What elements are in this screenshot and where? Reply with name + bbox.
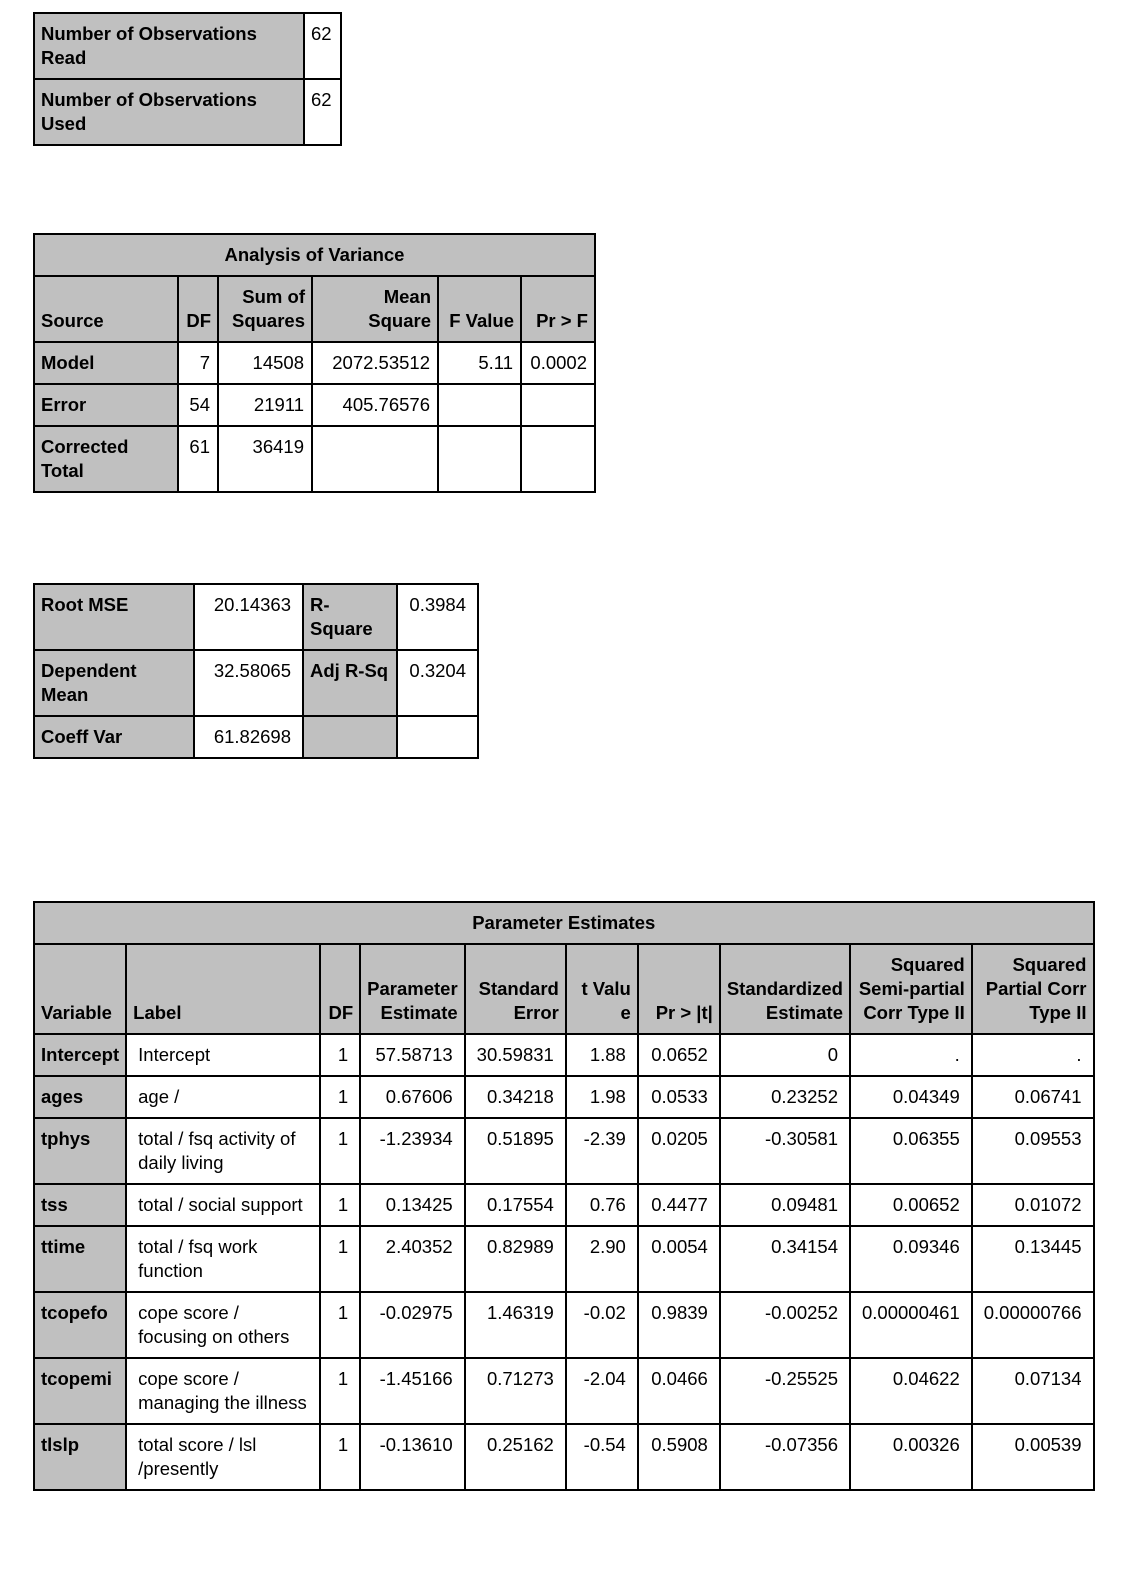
col-standard-error-header: Standard Error	[465, 944, 566, 1034]
fit-statistics-table	[33, 583, 479, 759]
cell-sum-of-squares: 14508	[218, 342, 312, 384]
cell-estimate: 0.67606	[360, 1076, 465, 1118]
col-standardized-estimate-header: Standardized Estimate	[720, 944, 850, 1034]
cell-stderr: 0.34218	[465, 1076, 566, 1118]
cell-df: 1	[320, 1358, 360, 1424]
table-row	[34, 1424, 1094, 1490]
table-header-row	[34, 944, 1094, 1034]
row-label: Corrected Total	[34, 426, 178, 492]
cell-sum-of-squares: 21911	[218, 384, 312, 426]
col-df-header: DF	[320, 944, 360, 1034]
col-df-header: DF	[178, 276, 218, 342]
obs-used-label: Number of Observations Used	[34, 79, 304, 145]
r-square-value: 0.3984	[397, 584, 478, 650]
row-label: tlslp	[34, 1424, 126, 1490]
cell-sq-partial: 0.13445	[972, 1226, 1094, 1292]
col-label-header: Label	[126, 944, 320, 1034]
cell-label: age /	[126, 1076, 320, 1118]
cell-std-estimate: 0	[720, 1034, 850, 1076]
cell-df: 54	[178, 384, 218, 426]
dependent-mean-label: Dependent Mean	[34, 650, 194, 716]
cell-pr-t: 0.0466	[638, 1358, 720, 1424]
table-row	[34, 1226, 1094, 1292]
col-mean-square-header: Mean Square	[312, 276, 438, 342]
dependent-mean-value: 32.58065	[194, 650, 303, 716]
cell-stderr: 30.59831	[465, 1034, 566, 1076]
cell-pr-f	[521, 384, 595, 426]
cell-df: 1	[320, 1424, 360, 1490]
r-square-label: R-Square	[303, 584, 397, 650]
table-row	[34, 79, 341, 145]
cell-std-estimate: -0.25525	[720, 1358, 850, 1424]
col-source-header: Source	[34, 276, 178, 342]
table-row	[34, 1034, 1094, 1076]
col-sum-of-squares-header: Sum of Squares	[218, 276, 312, 342]
cell-estimate: 0.13425	[360, 1184, 465, 1226]
cell-sq-partial: 0.00539	[972, 1424, 1094, 1490]
col-parameter-estimate-header: Parameter Estimate	[360, 944, 465, 1034]
empty-value-cell	[397, 716, 478, 758]
cell-sq-semipartial: .	[850, 1034, 972, 1076]
cell-f-value	[438, 426, 521, 492]
col-squared-partial-header: Squared Partial Corr Type II	[972, 944, 1094, 1034]
cell-std-estimate: 0.09481	[720, 1184, 850, 1226]
table-row	[34, 1292, 1094, 1358]
cell-std-estimate: -0.07356	[720, 1424, 850, 1490]
root-mse-value: 20.14363	[194, 584, 303, 650]
cell-df: 1	[320, 1034, 360, 1076]
cell-f-value	[438, 384, 521, 426]
cell-estimate: 57.58713	[360, 1034, 465, 1076]
cell-sq-partial: 0.09553	[972, 1118, 1094, 1184]
cell-pr-t: 0.5908	[638, 1424, 720, 1490]
adj-r-sq-label: Adj R-Sq	[303, 650, 397, 716]
param-title: Parameter Estimates	[34, 902, 1094, 944]
cell-stderr: 1.46319	[465, 1292, 566, 1358]
cell-std-estimate: -0.30581	[720, 1118, 850, 1184]
row-label: Model	[34, 342, 178, 384]
anova-table	[33, 233, 596, 493]
cell-std-estimate: -0.00252	[720, 1292, 850, 1358]
parameter-estimates-table	[33, 901, 1095, 1491]
table-row	[34, 1118, 1094, 1184]
cell-label: cope score / focusing on others	[126, 1292, 320, 1358]
row-label: ages	[34, 1076, 126, 1118]
cell-label: Intercept	[126, 1034, 320, 1076]
cell-t-value: 2.90	[566, 1226, 638, 1292]
cell-pr-t: 0.9839	[638, 1292, 720, 1358]
cell-label: total / social support	[126, 1184, 320, 1226]
cell-estimate: -0.02975	[360, 1292, 465, 1358]
cell-t-value: -0.54	[566, 1424, 638, 1490]
cell-sq-semipartial: 0.09346	[850, 1226, 972, 1292]
cell-mean-square: 405.76576	[312, 384, 438, 426]
col-pr-t-header: Pr > |t|	[638, 944, 720, 1034]
table-row	[34, 234, 595, 276]
cell-label: cope score / managing the illness	[126, 1358, 320, 1424]
root-mse-label: Root MSE	[34, 584, 194, 650]
observations-table	[33, 12, 342, 146]
cell-sq-partial: 0.07134	[972, 1358, 1094, 1424]
table-row	[34, 584, 478, 650]
cell-sq-semipartial: 0.04622	[850, 1358, 972, 1424]
row-label: Intercept	[34, 1034, 126, 1076]
cell-sum-of-squares: 36419	[218, 426, 312, 492]
cell-stderr: 0.82989	[465, 1226, 566, 1292]
table-row	[34, 716, 478, 758]
cell-sq-semipartial: 0.06355	[850, 1118, 972, 1184]
table-row	[34, 1184, 1094, 1226]
cell-std-estimate: 0.34154	[720, 1226, 850, 1292]
cell-df: 1	[320, 1292, 360, 1358]
cell-pr-t: 0.0652	[638, 1034, 720, 1076]
cell-sq-partial: 0.06741	[972, 1076, 1094, 1118]
cell-stderr: 0.71273	[465, 1358, 566, 1424]
row-label: tss	[34, 1184, 126, 1226]
cell-t-value: 1.98	[566, 1076, 638, 1118]
cell-df: 1	[320, 1118, 360, 1184]
cell-sq-partial: 0.01072	[972, 1184, 1094, 1226]
coeff-var-value: 61.82698	[194, 716, 303, 758]
cell-t-value: 1.88	[566, 1034, 638, 1076]
cell-label: total score / lsl /presently	[126, 1424, 320, 1490]
cell-df: 1	[320, 1226, 360, 1292]
col-t-value-header: t Value	[566, 944, 638, 1034]
cell-estimate: -1.23934	[360, 1118, 465, 1184]
cell-t-value: 0.76	[566, 1184, 638, 1226]
table-row	[34, 13, 341, 79]
anova-title: Analysis of Variance	[34, 234, 595, 276]
cell-t-value: -0.02	[566, 1292, 638, 1358]
row-label: tphys	[34, 1118, 126, 1184]
cell-pr-f: 0.0002	[521, 342, 595, 384]
row-label: tcopefo	[34, 1292, 126, 1358]
table-header-row	[34, 276, 595, 342]
table-row	[34, 902, 1094, 944]
cell-pr-t: 0.4477	[638, 1184, 720, 1226]
table-row	[34, 426, 595, 492]
table-row	[34, 384, 595, 426]
coeff-var-label: Coeff Var	[34, 716, 194, 758]
cell-estimate: 2.40352	[360, 1226, 465, 1292]
col-squared-semipartial-header: Squared Semi-partial Corr Type II	[850, 944, 972, 1034]
cell-sq-semipartial: 0.04349	[850, 1076, 972, 1118]
table-row	[34, 1358, 1094, 1424]
col-variable-header: Variable	[34, 944, 126, 1034]
cell-df: 7	[178, 342, 218, 384]
cell-mean-square: 2072.53512	[312, 342, 438, 384]
row-label: tcopemi	[34, 1358, 126, 1424]
cell-stderr: 0.25162	[465, 1424, 566, 1490]
table-row	[34, 650, 478, 716]
obs-read-value: 62	[304, 13, 341, 79]
cell-pr-t: 0.0205	[638, 1118, 720, 1184]
row-label: Error	[34, 384, 178, 426]
cell-df: 61	[178, 426, 218, 492]
cell-sq-semipartial: 0.00000461	[850, 1292, 972, 1358]
cell-label: total / fsq work function	[126, 1226, 320, 1292]
cell-std-estimate: 0.23252	[720, 1076, 850, 1118]
cell-sq-partial: 0.00000766	[972, 1292, 1094, 1358]
table-row	[34, 1076, 1094, 1118]
adj-r-sq-value: 0.3204	[397, 650, 478, 716]
cell-mean-square	[312, 426, 438, 492]
col-pr-f-header: Pr > F	[521, 276, 595, 342]
cell-t-value: -2.39	[566, 1118, 638, 1184]
cell-sq-semipartial: 0.00326	[850, 1424, 972, 1490]
cell-sq-partial: .	[972, 1034, 1094, 1076]
cell-label: total / fsq activity of daily living	[126, 1118, 320, 1184]
obs-used-value: 62	[304, 79, 341, 145]
cell-sq-semipartial: 0.00652	[850, 1184, 972, 1226]
cell-df: 1	[320, 1076, 360, 1118]
empty-label-cell	[303, 716, 397, 758]
cell-pr-t: 0.0533	[638, 1076, 720, 1118]
cell-t-value: -2.04	[566, 1358, 638, 1424]
table-row	[34, 342, 595, 384]
cell-stderr: 0.51895	[465, 1118, 566, 1184]
cell-pr-t: 0.0054	[638, 1226, 720, 1292]
row-label: ttime	[34, 1226, 126, 1292]
cell-f-value: 5.11	[438, 342, 521, 384]
cell-stderr: 0.17554	[465, 1184, 566, 1226]
cell-estimate: -0.13610	[360, 1424, 465, 1490]
cell-df: 1	[320, 1184, 360, 1226]
obs-read-label: Number of Observations Read	[34, 13, 304, 79]
col-f-value-header: F Value	[438, 276, 521, 342]
cell-estimate: -1.45166	[360, 1358, 465, 1424]
cell-pr-f	[521, 426, 595, 492]
